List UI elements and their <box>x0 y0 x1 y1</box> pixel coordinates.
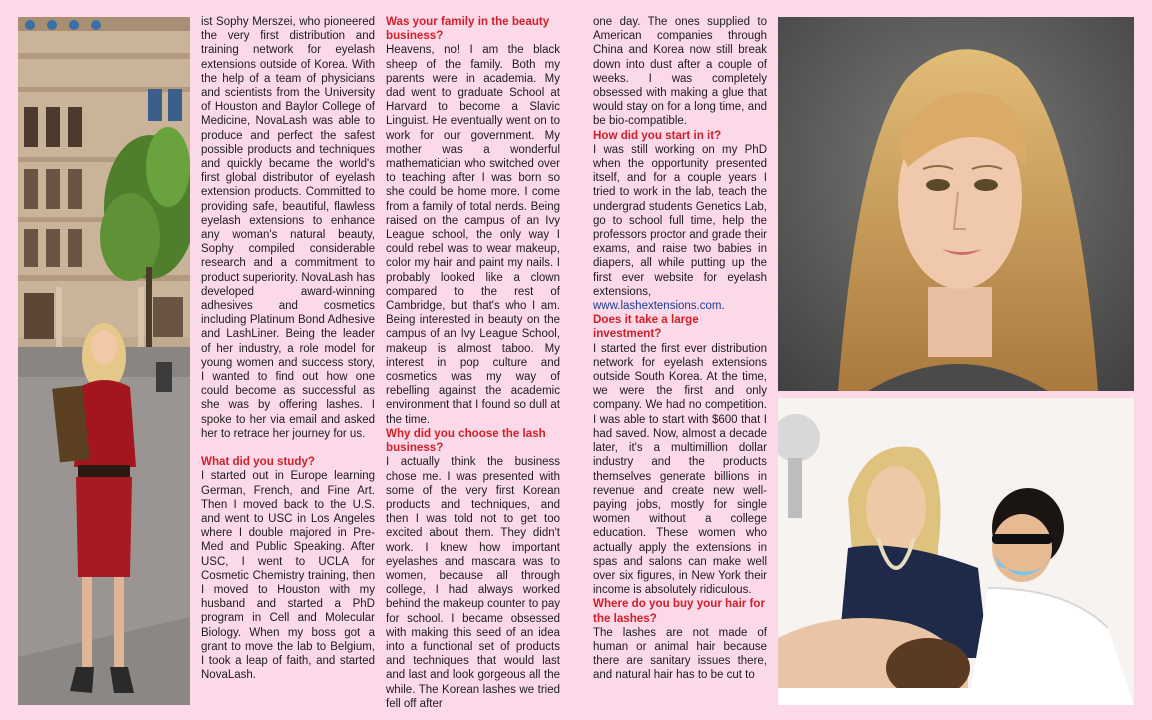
article-column-1 <box>201 15 375 715</box>
question-lash-business: Why did you choose the lash business? <box>386 426 546 455</box>
article-column-3 <box>593 15 767 715</box>
question-study: What did you study? <box>201 455 315 469</box>
answer-family: Heavens, no! I am the black sheep of the family. Both my parents were in academia. My dad went to graduate School at Harvard to become a Slavic Linguist. He eventually went on to work for our government. My mother was a wonderful mathematician who switched over to teaching after I was born so she could be home more. I come from a family of total nerds. Being raised on the campus of an Ivy League school, the only way I could rebel was to wear makeup, color my hair and paint my nails. I probably looked like a clown compared to the rest of Cambridge, but that's who I am. Being interested in beauty on the campus of an Ivy League School, makeup is almost taboo. My interest in pop culture and cosmetics was my way of rebelling against the academic environment that I found so dull at the time. <box>386 44 560 426</box>
answer-investment: I started the first ever distribution network for eyelash extensions outside South Korea. At the time, we were the first and only company. We had no competition. I was able to start with $600 that I had saved. Now, almost a decade later, it's a multimillion dollar industry and the products themselves generate billions in revenue and create new well-paying jobs, mostly for single women without a college education. These women who actually apply the extensions in spas and salons can make well over six figures, in New York their income is absolutely ridiculous. <box>593 342 767 597</box>
sophy-portrait-photo <box>778 17 1134 391</box>
article-column-2 <box>386 15 560 715</box>
website-link[interactable]: www.lashextensions.com <box>593 300 722 313</box>
question-hair: Where do you buy your hair for the lashes? <box>593 597 765 625</box>
answer-hair: The lashes are not made of human or animal hair because there are sanitary issues there, and natural hair has to be cut to <box>593 626 767 682</box>
lash-application-illustration <box>778 398 1134 705</box>
lash-application-photo <box>778 398 1134 705</box>
answer-lash-business: I actually think the business chose me. I was presented with some of the very first Korean products and techniques, and then I was told not to get too excited about them. They didn't work. I knew how important eyelashes and mascara was to women, because all through college, I had always worked behind the makeup counter to pay for school. I became obsessed with making this seed of an idea into a functional set of products and techniques that would last and last and look gorgeous all the while. The Korean lashes we tried fell off after <box>386 456 560 710</box>
answer-start <box>593 143 767 313</box>
answer-start-text: I was still working on my PhD when the opportunity presented itself, and for a couple years I tried to work in the lab, teach the undergrad students Genetics Lab, go to school full time, help the professors proctor and grade their exams, and raise two babies in diapers, all while putting up the first ever website for eyelash extensions, <box>593 143 767 298</box>
answer-lash-business-continued: one day. The ones supplied to American companies through China and Korea now still break down into dust after a couple of weeks. I was completely obsessed with making a glue that would stay on for a long time, and be bio-compatible. <box>593 16 767 128</box>
question-family: Was your family in the beauty business? <box>386 15 550 43</box>
question-start: How did you start in it? <box>593 128 722 142</box>
question-investment: Does it take a large investment? <box>593 313 699 341</box>
standing-photo-illustration <box>18 17 190 705</box>
intro-paragraph: ist Sophy Merszei, who pioneered the very first distribution and training network for eyelash extensions outside of Korea. With the help of a team of physicians and scientists from the University of Houston and Baylor College of Medicine, NovaLash was able to produce and perfect the safest possible products and techniques and quickly became the world's first global distributor of eyelash extension products. Committed to providing safe, beautiful, flawless eyelash extensions to enhance any woman's natural beauty, Sophy compiled considerable research and a commitment to product superiority. NovaLash has developed award-winning adhesives and cosmetics including Platinum Bond Adhesive and LashLiner. Being the leader of her industry, a role model for young women and success story, I wanted to find out how one could become as successful as she was by offering lashes. I spoke to her via email and asked her to retrace her journey for us. <box>201 16 375 440</box>
answer-start-end: . <box>721 300 725 313</box>
sophy-standing-photo <box>18 17 190 705</box>
answer-study: I started out in Europe learning German, French, and Fine Art. Then I moved back to the U.S. and went to USC in Los Angeles where I double majored in Pre-Med and Public Speaking. After USC, I went to UCLA for Cosmetic Chemistry training, then I moved to Houston with my husband and started a PhD program in Cell and Molecular Biology. When my boss got a grant to move the lab to Belgium, I took a leap of faith, and started NovaLash. <box>201 470 375 682</box>
portrait-illustration <box>778 17 1134 391</box>
